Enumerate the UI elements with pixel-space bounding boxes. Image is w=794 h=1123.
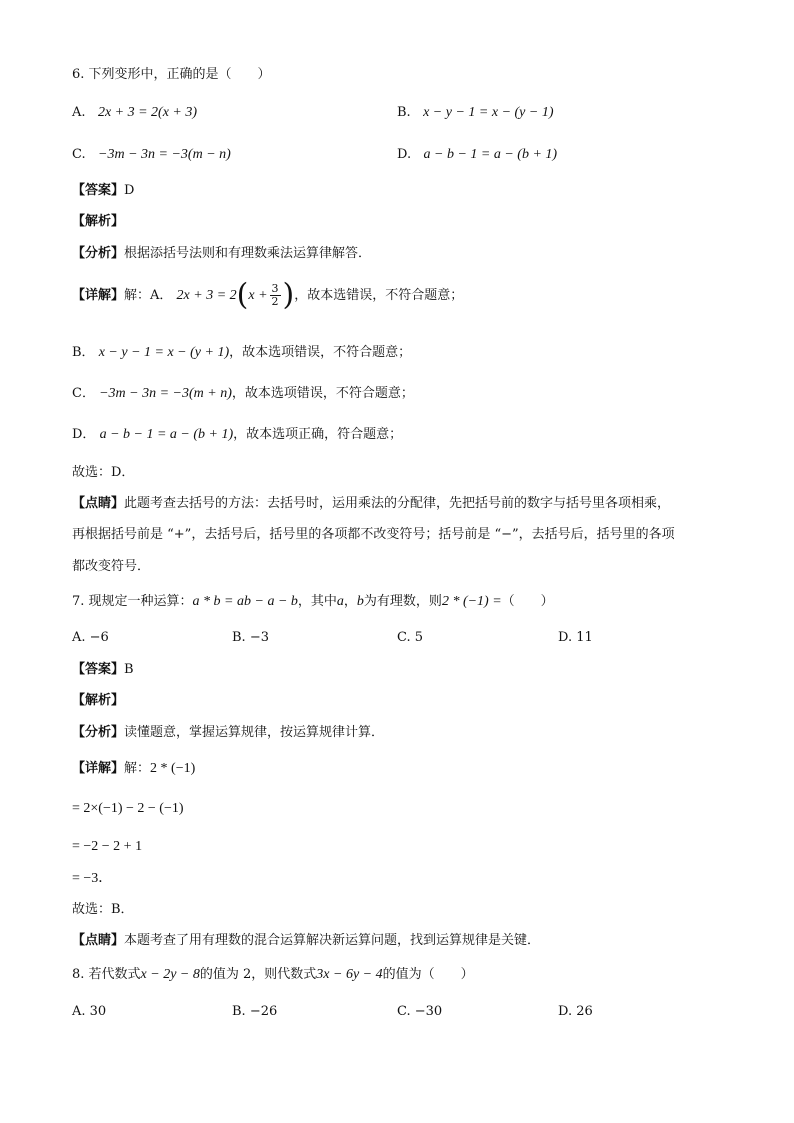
big-paren-left: ( — [236, 277, 249, 313]
stem-math: a * b = ab − a − b — [192, 594, 298, 609]
q6-answer — [72, 182, 134, 200]
option-label: B. — [397, 105, 411, 120]
q7-answer — [72, 661, 134, 679]
option-label: C. — [72, 147, 86, 162]
detail-math-x: x + — [248, 288, 268, 303]
answer-value: B — [124, 662, 134, 677]
stem-mid2: 为有理数，则 — [363, 594, 442, 609]
q6-dianjing-line1 — [72, 495, 670, 513]
q7-step1 — [72, 800, 184, 818]
q6-detail-b — [72, 344, 411, 362]
q7-option-c: C. 5 — [397, 630, 424, 645]
fraction — [270, 283, 281, 308]
q7-fenxi — [72, 724, 384, 742]
dianjing-text: 此题考查去括号的方法：去括号时，运用乘法的分配律，先把括号前的数字与括号里各项相乘， — [124, 496, 671, 511]
q7-analysis-heading — [72, 692, 124, 710]
option-math: −3m − 3n = −3(m − n) — [98, 147, 231, 162]
step-math: = −3． — [72, 871, 113, 886]
fraction-denominator: 2 — [271, 295, 279, 308]
q6-stem: 6. 下列变形中，正确的是（ ） — [72, 67, 271, 82]
q6-option-b — [397, 104, 554, 122]
detail-tag: 【详解】 — [72, 288, 125, 303]
q6-detail-d — [72, 426, 402, 444]
dianjing-tag: 【点睛】 — [72, 496, 125, 511]
q7-dianjing — [72, 932, 540, 950]
stem-suffix: 的值为（ ） — [382, 967, 474, 982]
detail-prefix: 解：A． — [124, 288, 173, 303]
dianjing-text: 本题考查了用有理数的混合运算解决新运算问题，找到运算规律是关键． — [124, 933, 541, 948]
option-math: x − y − 1 = x − (y − 1) — [423, 105, 554, 120]
q6-option-c — [72, 146, 231, 164]
detail-math: x − y − 1 = x − (y + 1) — [98, 345, 230, 360]
q8-option-b: B. −26 — [232, 1004, 278, 1019]
answer-tag: 【答案】 — [72, 183, 125, 198]
q7-detail — [72, 760, 195, 778]
q6-option-a — [72, 104, 197, 122]
detail-math: a − b − 1 = a − (b + 1) — [99, 427, 234, 442]
q7-option-b: B. −3 — [232, 630, 269, 645]
detail-math: 2 * (−1) — [150, 761, 196, 776]
option-math: a − b − 1 = a − (b + 1) — [423, 147, 558, 162]
stem-math2: 3x − 6y − 4 — [316, 967, 383, 982]
q8-stem — [72, 966, 474, 984]
q6-choose: 故选：D． — [72, 465, 135, 480]
q7-step2 — [72, 838, 142, 856]
stem-prefix: 8. 若代数式 — [72, 967, 141, 982]
stem-mid: 的值为 2，则代数式 — [199, 967, 317, 982]
stem-suffix: （ ） — [501, 594, 554, 609]
fraction-numerator: 3 — [271, 282, 279, 295]
q7-choose: 故选：B． — [72, 902, 134, 917]
answer-value: D — [124, 183, 135, 198]
stem-var-a: a — [336, 594, 344, 609]
detail-suffix: ，故本选错误，不符合题意； — [294, 288, 464, 303]
option-label: A. — [72, 105, 86, 120]
q7-option-d: D. 11 — [558, 630, 593, 645]
detail-prefix: 解： — [124, 761, 151, 776]
stem-mid: ，其中 — [297, 594, 337, 609]
detail-suffix: ，故本选项错误，不符合题意； — [229, 345, 412, 360]
option-math: 2x + 3 = 2(x + 3) — [97, 105, 198, 120]
fenxi-tag: 【分析】 — [72, 725, 125, 740]
q6-dianjing-line2: 再根据括号前是 “+”，去括号后，括号里的各项都不改变符号；括号前是 “−”，去括号后，括号里的各项 — [72, 527, 675, 542]
step-math: = 2×(−1) − 2 − (−1) — [72, 801, 184, 816]
analysis-tag: 【解析】 — [72, 214, 125, 229]
stem-var-b: b — [356, 594, 364, 609]
stem-sep: ， — [343, 594, 357, 609]
stem-math1: x − 2y − 8 — [140, 967, 200, 982]
answer-tag: 【答案】 — [72, 662, 125, 677]
fenxi-text: 根据添括号法则和有理数乘法运算律解答． — [124, 246, 372, 261]
dianjing-tag: 【点睛】 — [72, 933, 125, 948]
q6-option-d — [397, 146, 557, 164]
q7-step3 — [72, 870, 112, 888]
detail-suffix: ，故本选项正确，符合题意； — [233, 427, 403, 442]
q6-fenxi — [72, 245, 371, 263]
detail-label: C． — [72, 386, 95, 401]
detail-suffix: ，故本选项错误，不符合题意； — [231, 386, 414, 401]
detail-tag: 【详解】 — [72, 761, 125, 776]
analysis-tag: 【解析】 — [72, 693, 125, 708]
fenxi-text: 读懂题意，掌握运算规律，按运算规律计算． — [124, 725, 385, 740]
detail-label: B． — [72, 345, 95, 360]
q7-stem — [72, 593, 554, 611]
detail-label: D． — [72, 427, 96, 442]
q8-option-a: A. 30 — [72, 1004, 107, 1019]
option-label: D. — [397, 147, 412, 162]
q6-detail-a — [72, 277, 464, 313]
q8-option-c: C. −30 — [397, 1004, 443, 1019]
q8-option-d: D. 26 — [558, 1004, 593, 1019]
stem-math2: 2 * (−1) = — [441, 594, 502, 609]
detail-math: −3m − 3n = −3(m + n) — [99, 386, 232, 401]
detail-math-lhs: 2x + 3 = 2 — [176, 288, 237, 303]
stem-prefix: 7. 现规定一种运算： — [72, 594, 193, 609]
q6-dianjing-line3: 都改变符号． — [72, 559, 151, 574]
q6-detail-c — [72, 385, 414, 403]
fenxi-tag: 【分析】 — [72, 246, 125, 261]
q6-analysis-heading — [72, 213, 124, 231]
big-paren-right: ) — [282, 277, 295, 313]
q7-option-a: A. −6 — [72, 630, 109, 645]
step-math: = −2 − 2 + 1 — [72, 839, 143, 854]
